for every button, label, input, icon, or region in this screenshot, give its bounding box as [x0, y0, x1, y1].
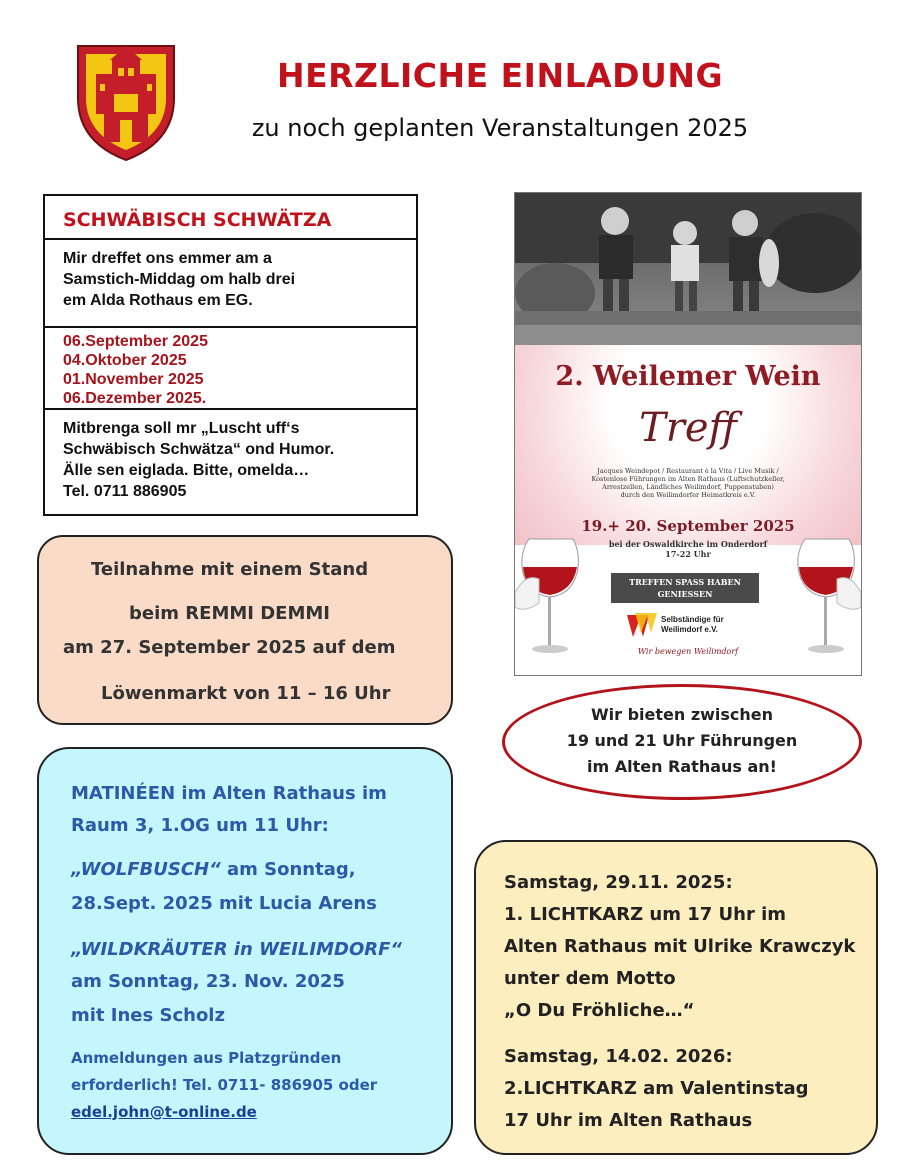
poster-logo-text	[661, 615, 724, 635]
schwaebisch-box	[43, 194, 418, 516]
poster-banner	[611, 573, 759, 603]
poster-text-line: Arrestzellen, Ländliches Weilimdorf, Puppenstuben)	[602, 483, 774, 491]
oval-line: 19 und 21 Uhr Führungen	[566, 731, 798, 750]
poster-text-line: Jacques Weindepot / Restaurant è la Vita / Live Musik /	[597, 467, 779, 475]
lichtkarz-line: Samstag, 29.11. 2025:	[504, 872, 733, 893]
poster-script-title: Treff	[639, 405, 737, 451]
intro-line: Samstich-Middag om halb drei	[63, 271, 296, 288]
matinee-box	[37, 747, 453, 1155]
dates-list	[63, 332, 398, 408]
poster-text-line: Kostenlose Führungen im Alten Rathaus (Luftschutzkeller,	[591, 475, 785, 483]
matinee-note-line: erforderlich! Tel. 0711- 886905 oder	[71, 1076, 378, 1094]
stand-line: beim REMMI DEMMI	[129, 603, 330, 624]
outro-line: Tel. 0711 886905	[63, 483, 187, 500]
schwaebisch-intro	[63, 248, 398, 311]
lichtkarz-line: unter dem Motto	[504, 968, 676, 989]
event1-title: „WOLFBUSCH“	[71, 859, 221, 880]
intro-line: em Alda Rothaus em EG.	[63, 292, 253, 309]
event1-date-start: am Sonntag,	[220, 859, 356, 880]
lichtkarz-line: 17 Uhr im Alten Rathaus	[504, 1110, 753, 1131]
date-item: 06.September 2025	[63, 333, 208, 350]
poster-logo-line: Selbständige für	[661, 615, 724, 624]
lichtkarz-line: „O Du Fröhliche…“	[504, 1000, 695, 1021]
stand-line: am 27. September 2025 auf dem	[63, 637, 396, 658]
poster-date: 19.+ 20. September 2025	[581, 517, 795, 535]
date-item: 06.Dezember 2025.	[63, 390, 207, 407]
children-photo	[515, 193, 861, 345]
poster-title: 2. Weilemer Wein	[555, 361, 821, 392]
stand-line: Löwenmarkt von 11 – 16 Uhr	[101, 683, 391, 704]
page-title: HERZLICHE EINLADUNG	[276, 56, 724, 95]
oval-line: im Alten Rathaus an!	[587, 757, 777, 776]
poster-location-line: bei der Oswaldkirche im Onderdorf	[608, 539, 768, 549]
poster-description	[575, 467, 801, 499]
page-subtitle: zu noch geplanten Veranstaltungen 2025	[251, 114, 749, 142]
outro-line: Mitbrenga soll mr „Luscht uff‘s	[63, 420, 300, 437]
lichtkarz-line: 1. LICHTKARZ um 17 Uhr im	[504, 904, 787, 925]
date-item: 04.Oktober 2025	[63, 352, 187, 369]
outro-line: Schwäbisch Schwätza“ ond Humor.	[63, 441, 335, 458]
date-item: 01.November 2025	[63, 371, 204, 388]
fuehrungen-oval	[502, 684, 862, 800]
lichtkarz-line: Samstag, 14.02. 2026:	[504, 1046, 733, 1067]
photo-bar	[515, 325, 861, 345]
lichtkarz-box	[474, 840, 878, 1155]
oval-line: Wir bieten zwischen	[590, 705, 774, 724]
schwaebisch-outro-row	[45, 410, 416, 516]
event1-line: 28.Sept. 2025 mit Lucia Arens	[71, 893, 377, 914]
stand-box	[37, 535, 453, 725]
intro-line: Mir dreffet ons emmer am a	[63, 250, 272, 267]
lichtkarz-line: 2.LICHTKARZ am Valentinstag	[504, 1078, 809, 1099]
poster-slogan: Wir bewegen Weilimdorf	[637, 647, 739, 656]
schwaebisch-heading: SCHWÄBISCH SCHWÄTZA	[63, 209, 332, 231]
poster-banner-line: TREFFEN SPASS HABEN	[629, 577, 741, 587]
schwaebisch-dates-row	[45, 328, 416, 410]
poster-text-line: durch den Weilimdorfer Heimatkreis e.V.	[620, 491, 756, 499]
weilimdorf-crest-logo	[74, 38, 178, 164]
event2-line: mit Ines Scholz	[71, 1005, 225, 1026]
schwaebisch-outro	[63, 418, 398, 502]
matinee-heading-line: MATINÉEN im Alten Rathaus im	[71, 783, 387, 804]
poster-logo-line: Weilimdorf e.V.	[661, 625, 718, 634]
matinee-email-row	[71, 1103, 257, 1121]
lichtkarz-line: Alten Rathaus mit Ulrike Krawczyk	[504, 936, 856, 957]
matinee-note-line: Anmeldungen aus Platzgründen	[71, 1049, 342, 1067]
schwaebisch-heading-row	[45, 196, 416, 240]
email-link[interactable]: edel.john@t-online.de	[71, 1103, 257, 1121]
w-logo-icon	[627, 611, 657, 639]
matinee-heading-line: Raum 3, 1.OG um 11 Uhr:	[71, 815, 329, 836]
poster-banner-line: GENIESSEN	[657, 589, 713, 599]
schwaebisch-intro-row	[45, 240, 416, 328]
event2-title: „WILDKRÄUTER in WEILIMDORF“	[71, 939, 402, 960]
event2-line: am Sonntag, 23. Nov. 2025	[71, 971, 345, 992]
outro-line: Älle sen eiglada. Bitte, omelda…	[63, 462, 310, 479]
poster-location-line: 17-22 Uhr	[665, 549, 711, 559]
stand-line: Teilnahme mit einem Stand	[91, 559, 369, 580]
event1-title-line	[71, 859, 356, 880]
wein-treff-poster	[514, 192, 862, 676]
